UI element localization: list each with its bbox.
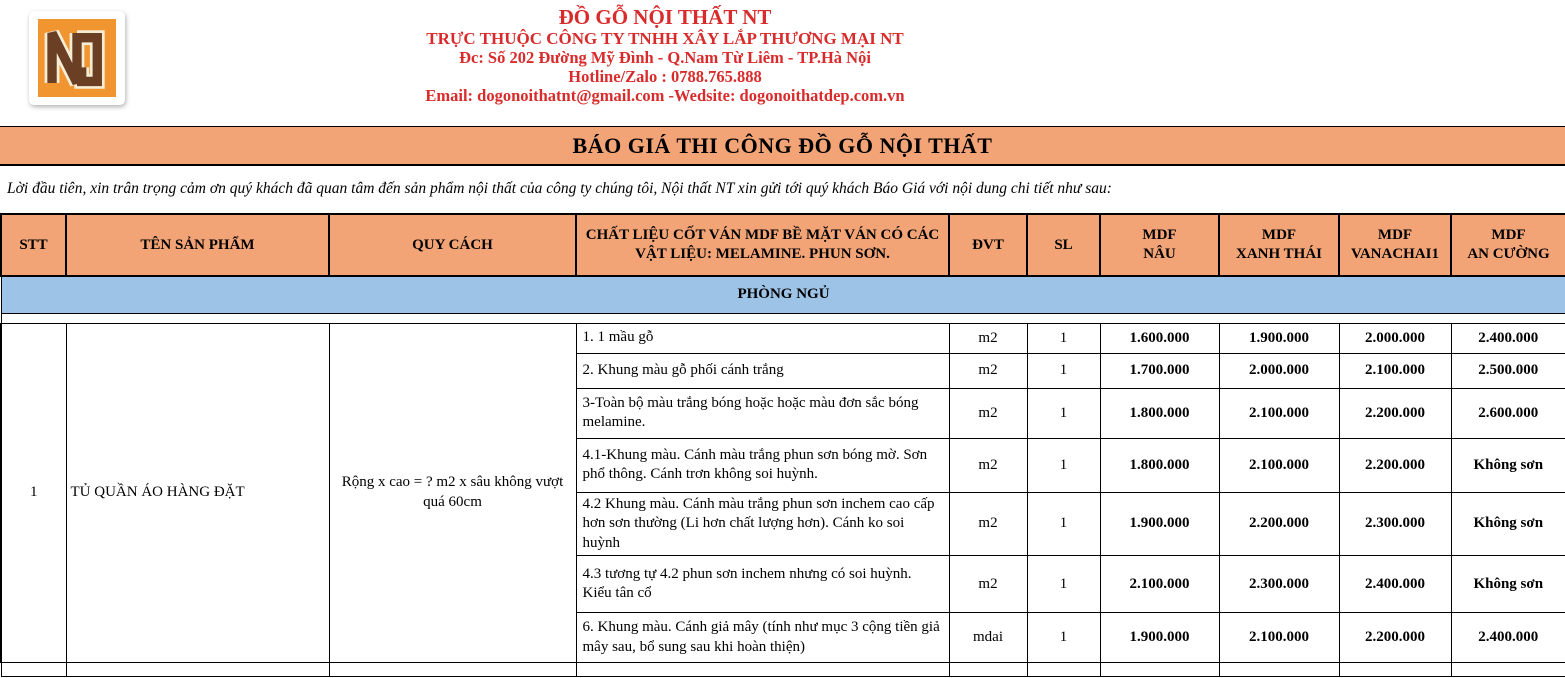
stub-cell [66,663,329,677]
stub-cell [1100,663,1219,677]
stub-cell [949,663,1027,677]
company-email-website: Email: dogonoithatnt@gmail.com -Wedsite: dogonoithatdep.com.vn [425,86,905,105]
table-header-row [1,214,1565,276]
col-header-mdf-nau-line1: MDF [1142,227,1177,244]
row-price-mdf-nau: 1.900.000 [1100,492,1219,556]
section-row-phong-ngu [1,276,1565,313]
clipped-next-row [1,663,1565,677]
row-price-mdf-vanachai: 2.200.000 [1339,388,1451,438]
row-price-mdf-xanh-thai: 2.100.000 [1219,438,1339,492]
quote-title-bar [0,126,1565,166]
row-qty: 1 [1027,492,1100,556]
row-price-mdf-nau: 1.800.000 [1100,438,1219,492]
col-header-mdf-an-cuong [1451,214,1565,276]
row-unit: m2 [949,323,1027,353]
stub-cell [1,663,66,677]
row-price-mdf-an-cuong: Không sơn [1451,556,1565,613]
table-row [1,323,1565,353]
row-price-mdf-xanh-thai: 2.200.000 [1219,492,1339,556]
section-title: PHÒNG NGỦ [1,276,1565,313]
stub-cell [329,663,576,677]
row-price-mdf-xanh-thai: 1.900.000 [1219,323,1339,353]
col-header-product: TÊN SẢN PHẨM [66,214,329,276]
row-qty: 1 [1027,323,1100,353]
row-qty: 1 [1027,353,1100,388]
col-header-material: CHẤT LIỆU CỐT VÁN MDF BỀ MẶT VÁN CÓ CÁC VẬT LIỆU: MELAMINE. PHUN SƠN. [576,214,949,276]
row-unit: m2 [949,353,1027,388]
row-price-mdf-vanachai: 2.300.000 [1339,492,1451,556]
col-header-stt: STT [1,214,66,276]
row-price-mdf-xanh-thai: 2.300.000 [1219,556,1339,613]
col-header-mdf-an-cuong-line2: AN CƯỜNG [1467,246,1550,262]
row-price-mdf-vanachai: 2.400.000 [1339,556,1451,613]
intro-text: Lời đầu tiên, xin trân trọng cảm ơn quý khách đã quan tâm đến sản phẩm nội thất của công ty chúng tôi, Nội thất NT xin gửi tới quý khách Báo Giá với nội dung chi tiết như sau: [7,180,1112,197]
col-header-mdf-vanachai-line1: MDF [1377,227,1413,244]
item-name: TỦ QUẦN ÁO HÀNG ĐẶT [66,323,329,663]
company-subtitle: TRỰC THUỘC CÔNG TY TNHH XÂY LẮP THƯƠNG MẠI NT [426,29,904,48]
stub-cell [1451,663,1565,677]
item-spec: Rộng x cao = ? m2 x sâu không vượt quá 60cm [329,323,576,663]
row-price-mdf-nau: 1.900.000 [1100,613,1219,663]
page-title: BÁO GIÁ THI CÔNG ĐỒ GỖ NỘI THẤT [572,132,993,158]
row-desc: 2. Khung màu gỗ phối cánh trắng [576,353,949,388]
row-qty: 1 [1027,556,1100,613]
row-unit: m2 [949,388,1027,438]
row-price-mdf-an-cuong: Không sơn [1451,438,1565,492]
row-price-mdf-nau: 1.600.000 [1100,323,1219,353]
row-desc: 4.2 Khung màu. Cánh màu trắng phun sơn inchem cao cấp hơn sơn thường (Li hơn chất lượng hơn). Cánh ko soi huỳnh [576,492,949,556]
row-price-mdf-an-cuong: 2.600.000 [1451,388,1565,438]
col-header-spec: QUY CÁCH [329,214,576,276]
company-address: Đc: Số 202 Đường Mỹ Đình - Q.Nam Từ Liêm - TP.Hà Nội [459,48,871,67]
company-hotline: Hotline/Zalo : 0788.765.888 [568,67,762,86]
col-header-mdf-nau [1100,214,1219,276]
row-qty: 1 [1027,438,1100,492]
row-unit: m2 [949,492,1027,556]
row-desc: 1. 1 mầu gỗ [576,323,949,353]
col-header-mdf-xanh-thai-line1: MDF [1261,227,1297,244]
row-unit: m2 [949,556,1027,613]
row-price-mdf-an-cuong: 2.500.000 [1451,353,1565,388]
row-unit: mdai [949,613,1027,663]
col-header-mdf-an-cuong-line1: MDF [1491,227,1526,244]
row-price-mdf-nau: 1.800.000 [1100,388,1219,438]
row-price-mdf-vanachai: 2.100.000 [1339,353,1451,388]
row-price-mdf-an-cuong: 2.400.000 [1451,323,1565,353]
stub-cell [1027,663,1100,677]
spacer-cell [1,313,1565,323]
item-stt: 1 [1,323,66,663]
row-desc: 4.3 tương tự 4.2 phun sơn inchem nhưng có soi huỳnh. Kiểu tân cổ [576,556,949,613]
col-header-mdf-xanh-thai-line2: XANH THÁI [1236,246,1322,262]
row-desc: 4.1-Khung màu. Cánh màu trắng phun sơn bóng mờ. Sơn phổ thông. Cánh trơn không soi huỳnh. [576,438,949,492]
row-desc: 6. Khung màu. Cánh giả mây (tính như mục 3 cộng tiền giả mây sau, bổ sung sau khi hoàn thiện) [576,613,949,663]
row-price-mdf-vanachai: 2.200.000 [1339,438,1451,492]
row-price-mdf-xanh-thai: 2.000.000 [1219,353,1339,388]
row-price-mdf-xanh-thai: 2.100.000 [1219,613,1339,663]
col-header-qty: SL [1027,214,1100,276]
company-header [0,0,1565,115]
quotation-table [0,213,1565,677]
stub-cell [1339,663,1451,677]
row-price-mdf-vanachai: 2.000.000 [1339,323,1451,353]
row-price-mdf-an-cuong: 2.400.000 [1451,613,1565,663]
col-header-unit: ĐVT [949,214,1027,276]
row-qty: 1 [1027,613,1100,663]
spacer-row [1,313,1565,323]
row-desc: 3-Toàn bộ màu trắng bóng hoặc hoặc màu đơn sắc bóng melamine. [576,388,949,438]
row-price-mdf-vanachai: 2.200.000 [1339,613,1451,663]
company-info-block [0,6,1330,105]
col-header-mdf-xanh-thai [1219,214,1339,276]
row-unit: m2 [949,438,1027,492]
row-qty: 1 [1027,388,1100,438]
row-price-mdf-xanh-thai: 2.100.000 [1219,388,1339,438]
row-price-mdf-an-cuong: Không sơn [1451,492,1565,556]
col-header-mdf-vanachai [1339,214,1451,276]
company-name: ĐỒ GỖ NỘI THẤT NT [558,5,772,29]
row-price-mdf-nau: 1.700.000 [1100,353,1219,388]
stub-cell [576,663,949,677]
col-header-mdf-vanachai-line2: VANACHAI1 [1350,246,1440,262]
col-header-mdf-nau-line2: NÂU [1143,246,1176,262]
stub-cell [1219,663,1339,677]
row-price-mdf-nau: 2.100.000 [1100,556,1219,613]
